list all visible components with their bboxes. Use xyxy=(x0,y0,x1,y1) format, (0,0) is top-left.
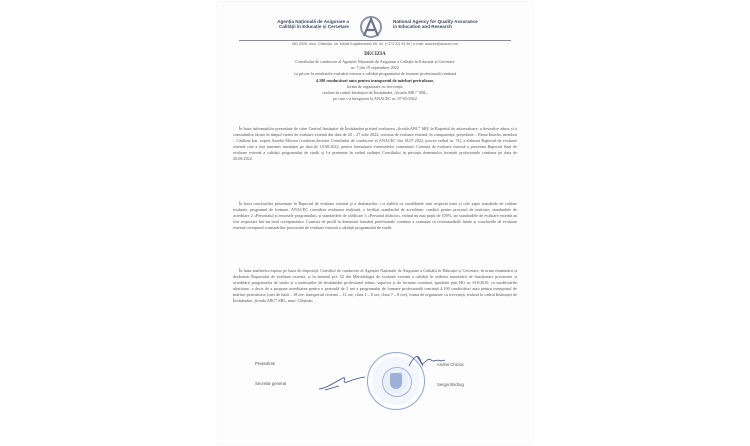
intro-line: pe care s-a înregistrat la ANACEC nr. 07-05/2022 xyxy=(333,96,417,102)
anacec-logo-icon xyxy=(358,16,384,38)
contact-line: MD-2028, mun. Chișinău, str. Mihail Kogălniceanu 66, tel. (+373 22) 09 36 | e-mail: anacec@anacec.md xyxy=(292,42,458,46)
secretary-name: Sergiu Bodrug xyxy=(437,382,464,387)
intro-line: Consiliului de conducere al Agenției Naționale de Asigurare a Calității în Educație și Cercetare xyxy=(295,59,455,64)
document-header xyxy=(217,16,533,38)
document-title: DECIZIA xyxy=(364,52,386,57)
org-name-ro xyxy=(239,19,349,30)
org-name-en-line2: in Education and Research xyxy=(393,24,452,30)
program-name: 4.100 conducători auto pentru transportul de mărfuri periculoase, xyxy=(315,77,435,83)
secretary-signature-icon xyxy=(317,372,367,392)
intro-line: forma de organizare cu frecvență, xyxy=(346,83,404,89)
intro-line: cu privire la rezultatele evaluării externe a calității programului de formare profesională continuă xyxy=(293,71,457,77)
secretary-label: Secretar general xyxy=(255,381,286,386)
intro-line: realizat în cadrul Instituției de Învățământ „Școala ABC” SRL, xyxy=(322,90,428,96)
document-page xyxy=(217,2,533,444)
president-label: Președinte xyxy=(255,361,276,366)
org-name-ro-line1: Agenția Națională de Asigurare a xyxy=(277,19,349,24)
president-name: Andrei Chiciuc xyxy=(437,362,464,367)
paragraph-2: În baza concluziilor prezentate în Raportul de evaluare externă și a dezbaterilor, s-a stabilit că candidatele sunt respectă toate și cele șapte standarde de calitate evaluate, programul de formare. ANACEC considera evaluarea realizată, a facilitat standardul de acreditare: condiții pentru procesul de instruire, standardele de acreditare 2 «Personalul și resursele programului» și standardele de calificare 3 «Personal didactic» vizând nu mai puțin de 100%, iar standardele de evaluare externă au fost respectate într-un mod corespunzător. Comisia de profil în domeniul formării profesionale continue a constatat că recomandările finale și concluziile de evaluare externă corespund constatărilor procesului de evaluare externă a calității programului de studii. xyxy=(233,201,517,231)
president-signature-icon xyxy=(407,352,447,370)
org-name-ro-line2: Calității în Educație și Cercetare xyxy=(279,24,349,30)
intro-line: nr. 7 din 19 septembrie 2022 xyxy=(351,65,399,71)
paragraph-3: În baza analizelor expuse pe baza de dispoziții, Consiliul de conducere al Agenției Naționale de Asigurare a Calității în Educație și Cercetare, în urma examinării și dezbaterii Raportului de evaluare externă, și în temeiul pct. 52 din Metodologia de evaluare externă a calității în vederea autorizării de funcționare provizorie și acreditării programelor de studii și a instituțiilor de învățământ profesional tehnic, superior și de formare continuă, aprobată prin HG nr. 616/2016, cu modificările ulterioare, a decis de a propune acreditarea pentru o perioadă de 5 ani a programului de formare profesională continuă 4.100 conducători auto pentru transportul de mărfuri periculoase (curs de bază – 18 ore, transportul cisternă – 12 ore, clasa 1 – 8 ore, clasa 7 – 8 ore), forma de organizare cu frecvență, realizat în cadrul Instituției de Învățământ „Școala ABC” SRL, mun. Chișinău. xyxy=(233,268,517,304)
org-name-en-line1: National Agency for Quality Assurance xyxy=(393,19,478,24)
coat-of-arms-icon xyxy=(390,373,402,389)
decision-intro xyxy=(241,59,509,102)
header-divider xyxy=(239,40,511,41)
org-name-en xyxy=(393,19,513,30)
paragraph-1: În baza informațiilor prezentate de către Centrul Instituției de Învățământ privind evaluarea „Școala ABC” SRL în Raportul de autoevaluare, a dovezilor aduse și a constatărilor făcute în timpul vizitei de evaluare externă din data de 20 – 27 iulie 2022, comisia de evaluare externă, în componența: președinte – Elena Enache, membru – Cătălina Ion, expert Aurelia Moraru (conform deciziei Consiliului de conducere al ANACEC din 18.07.2022, proces-verbal nr. 74), a elaborat Raportul de evaluare externă care a fost transmis instituției pe data de 10.08.2022, pentru formularea eventualelor comentarii. Comisia de evaluare externă a prezentat Raportul final de evaluare externă a calității programului de studii și l-a prezentat în cadrul ședinței Consiliului în privința domeniului formării profesionale continue pe data de 26.08.2022. xyxy=(233,126,517,162)
